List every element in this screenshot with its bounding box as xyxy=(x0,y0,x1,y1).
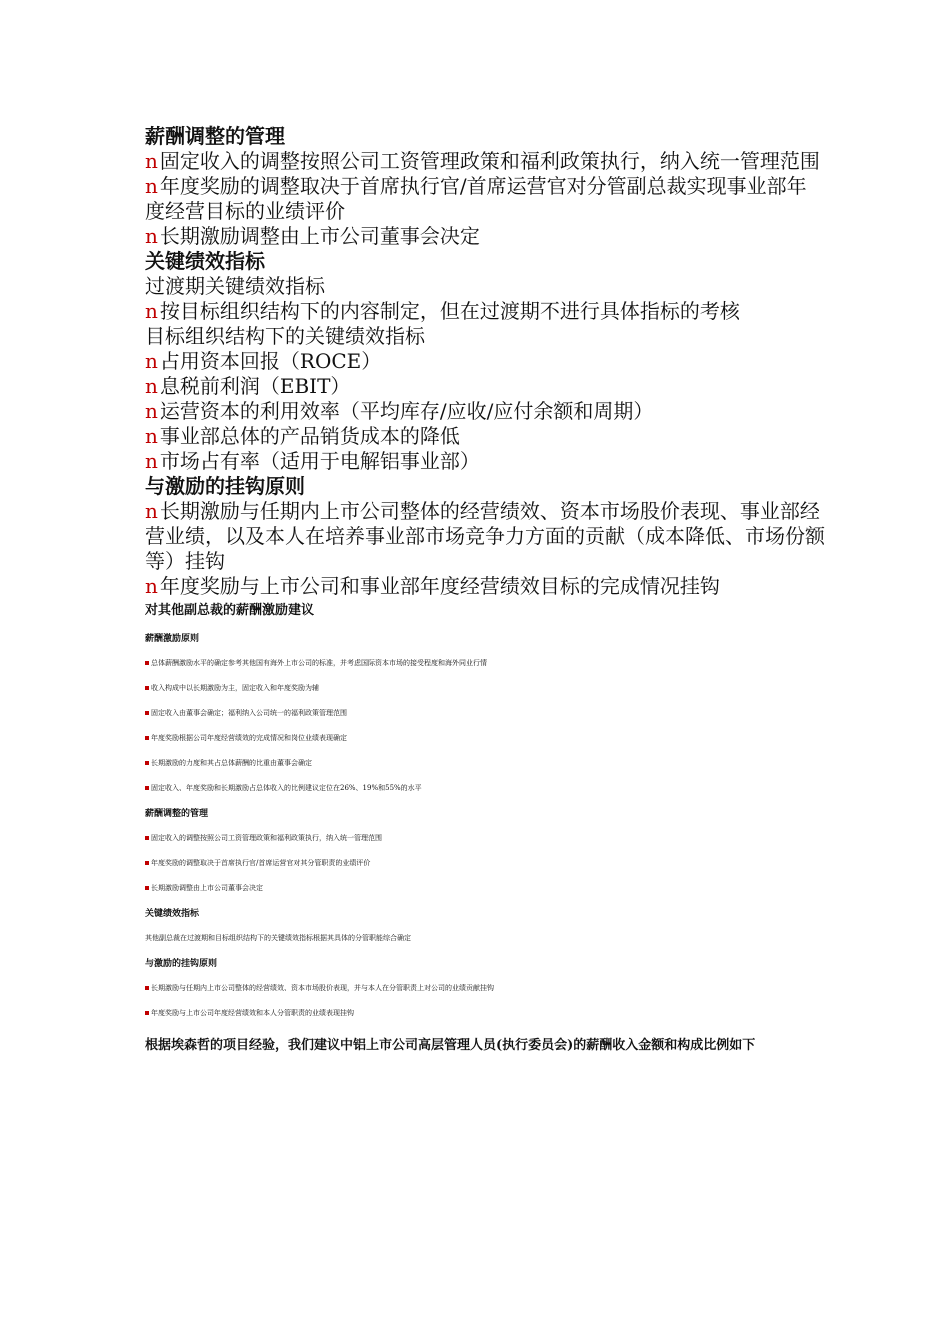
list-item: 年度奖励根据公司年度经营绩效的完成情况和岗位业绩表现确定 xyxy=(145,733,825,743)
subheading-target-kpi: 目标组织结构下的关键绩效指标 xyxy=(145,324,425,348)
bullet-marker: n xyxy=(145,449,158,473)
list-item: 收入构成中以长期激励为主，固定收入和年度奖励为辅 xyxy=(145,683,825,693)
list-item: n 按目标组织结构下的内容制定，但在过渡期不进行具体指标的考核 xyxy=(145,299,740,323)
list-item: 长期激励调整由上市公司董事会决定 xyxy=(145,883,825,893)
list-item: 固定收入由董事会确定；福利纳入公司统一的福利政策管理范围 xyxy=(145,708,825,718)
list-item: 年度奖励的调整取决于首席执行官/首席运营官对其分管职责的业绩评价 xyxy=(145,858,825,868)
subheading-principles: 薪酬激励原则 xyxy=(145,634,200,644)
bullet-marker: n xyxy=(145,224,158,248)
bullet-marker: n xyxy=(145,174,158,198)
list-item: 固定收入、年度奖励和长期激励占总体收入的比例建议定位在26%、19%和55%的水平 xyxy=(145,783,825,793)
section-title-salary-adjustment: 薪酬调整的管理 xyxy=(145,124,285,148)
list-item: n 固定收入的调整按照公司工资管理政策和福利政策执行，纳入统一管理范围 xyxy=(145,149,820,173)
list-item: n 年度奖励与上市公司和事业部年度经营绩效目标的完成情况挂钩 xyxy=(145,574,720,598)
paragraph: 其他副总裁在过渡期和目标组织结构下的关键绩效指标根据其具体的分管职能综合确定 xyxy=(145,934,411,942)
bullet-marker: n xyxy=(145,424,158,448)
square-bullet-icon xyxy=(145,836,149,840)
bullet-marker: n xyxy=(145,499,158,523)
list-item: n 运营资本的利用效率（平均库存/应收/应付余额和周期） xyxy=(145,399,654,423)
square-bullet-icon xyxy=(145,986,149,990)
subheading-incentive-link: 与激励的挂钩原则 xyxy=(145,959,218,969)
list-item: n 年度奖励的调整取决于首席执行官/首席运营官对分管副总裁实现事业部年度经营目标的业绩评价 xyxy=(145,174,807,223)
bullet-marker: n xyxy=(145,374,158,398)
square-bullet-icon xyxy=(145,661,149,665)
section-title-incentive-link: 与激励的挂钩原则 xyxy=(145,474,305,498)
bullet-marker: n xyxy=(145,574,158,598)
list-item: n 市场占有率（适用于电解铝事业部） xyxy=(145,449,480,473)
bullet-marker: n xyxy=(145,299,158,323)
list-item: n 事业部总体的产品销货成本的降低 xyxy=(145,424,460,448)
list-item: n 占用资本回报（ROCE） xyxy=(145,349,382,373)
list-item: n 长期激励调整由上市公司董事会决定 xyxy=(145,224,480,248)
list-item: n 息税前利润（EBIT） xyxy=(145,374,351,398)
list-item: 年度奖励与上市公司年度经营绩效和本人分管职责的业绩表现挂钩 xyxy=(145,1008,825,1018)
square-bullet-icon xyxy=(145,711,149,715)
section-title-other-vp: 对其他副总裁的薪酬激励建议 xyxy=(145,603,315,618)
square-bullet-icon xyxy=(145,1011,149,1015)
square-bullet-icon xyxy=(145,686,149,690)
subheading-transition-kpi: 过渡期关键绩效指标 xyxy=(145,274,325,298)
bullet-marker: n xyxy=(145,399,158,423)
document-page xyxy=(145,124,825,1059)
other-vp-section xyxy=(145,603,825,1018)
subheading-adjustment: 薪酬调整的管理 xyxy=(145,809,209,819)
square-bullet-icon xyxy=(145,786,149,790)
subheading-kpi: 关键绩效指标 xyxy=(145,909,200,919)
closing-paragraph: 根据埃森哲的项目经验，我们建议中铝上市公司高层管理人员(执行委员会)的薪酬收入金额和构成比例如下 xyxy=(145,1038,756,1053)
list-item: n 长期激励与任期内上市公司整体的经营绩效、资本市场股价表现、事业部经营业绩，以及本人在培养事业部市场竞争力方面的贡献（成本降低、市场份额等）挂钩 xyxy=(145,499,825,573)
square-bullet-icon xyxy=(145,761,149,765)
bullet-marker: n xyxy=(145,149,158,173)
square-bullet-icon xyxy=(145,886,149,890)
section-title-kpi: 关键绩效指标 xyxy=(145,249,265,273)
list-item: 固定收入的调整按照公司工资管理政策和福利政策执行，纳入统一管理范围 xyxy=(145,833,825,843)
list-item: 长期激励的力度和其占总体薪酬的比重由董事会确定 xyxy=(145,758,825,768)
bullet-marker: n xyxy=(145,349,158,373)
square-bullet-icon xyxy=(145,861,149,865)
square-bullet-icon xyxy=(145,736,149,740)
list-item: 长期激励与任期内上市公司整体的经营绩效、资本市场股价表现，并与本人在分管职责上对公司的业绩贡献挂钩 xyxy=(145,983,825,993)
list-item: 总体薪酬激励水平的确定参考其他国有海外上市公司的标准，并考虑国际资本市场的接受程度和海外同业行情 xyxy=(145,658,825,668)
